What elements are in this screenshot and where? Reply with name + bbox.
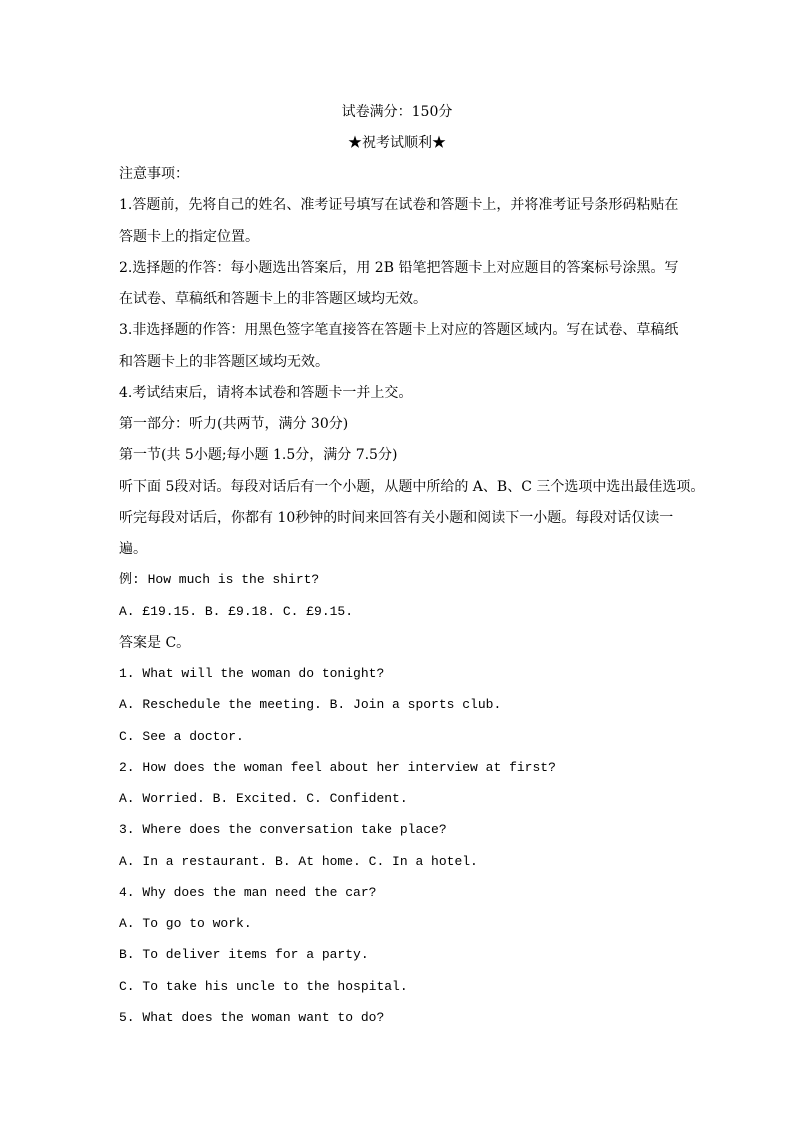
instruction-line-1: 听下面 5段对话。每段对话后有一个小题，从题中所给的 A、B、C 三个选项中选出最佳选项。 (119, 479, 705, 495)
wish-line: ★祝考试顺利★ (348, 135, 446, 151)
question-5-stem: 5. What does the woman want to do? (119, 1010, 385, 1025)
part-1-title: 第一部分：听力(共两节，满分 30分) (119, 416, 349, 432)
question-1-stem: 1. What will the woman do tonight? (119, 666, 385, 681)
note-item-1-line-1: 1.答题前，先将自己的姓名、准考证号填写在试卷和答题卡上，并将准考证号条形码粘贴在 (119, 197, 679, 213)
example-answer: 答案是 C。 (119, 635, 191, 651)
instruction-line-3: 遍。 (119, 541, 147, 557)
question-4-option-a: A. To go to work. (119, 916, 252, 931)
instruction-line-2: 听完每段对话后，你都有 10秒钟的时间来回答有关小题和阅读下一小题。每段对话仅读一 (119, 510, 674, 526)
note-item-2-line-2: 在试卷、草稿纸和答题卡上的非答题区域均无效。 (119, 291, 427, 307)
note-item-3-line-1: 3.非选择题的作答：用黑色签字笔直接答在答题卡上对应的答题区域内。写在试卷、草稿纸 (119, 322, 679, 338)
example-options: A. £19.15. B. £9.18. C. £9.15. (119, 604, 354, 619)
question-4-option-b: B. To deliver items for a party. (119, 947, 369, 962)
note-item-2-line-1: 2.选择题的作答：每小题选出答案后，用 2B 铅笔把答题卡上对应题目的答案标号涂黑。写 (119, 260, 679, 276)
question-4-option-c: C. To take his uncle to the hospital. (119, 979, 408, 994)
note-item-1-line-2: 答题卡上的指定位置。 (119, 229, 259, 245)
example-question: 例: How much is the shirt? (119, 572, 320, 587)
question-3-stem: 3. Where does the conversation take place? (119, 822, 447, 837)
notes-title: 注意事项： (119, 166, 189, 182)
question-3-options: A. In a restaurant. B. At home. C. In a hotel. (119, 854, 478, 869)
question-2-options: A. Worried. B. Excited. C. Confident. (119, 791, 408, 806)
note-item-4: 4.考试结束后，请将本试卷和答题卡一并上交。 (119, 385, 413, 401)
question-2-stem: 2. How does the woman feel about her interview at first? (119, 760, 556, 775)
question-1-options-line-2: C. See a doctor. (119, 729, 244, 744)
note-item-3-line-2: 和答题卡上的非答题区域均无效。 (119, 354, 329, 370)
section-1-title: 第一节(共 5小题;每小题 1.5分，满分 7.5分) (119, 447, 398, 463)
score-line: 试卷满分：150分 (341, 104, 453, 120)
question-4-stem: 4. Why does the man need the car? (119, 885, 377, 900)
question-1-options-line-1: A. Reschedule the meeting. B. Join a sports club. (119, 697, 502, 712)
